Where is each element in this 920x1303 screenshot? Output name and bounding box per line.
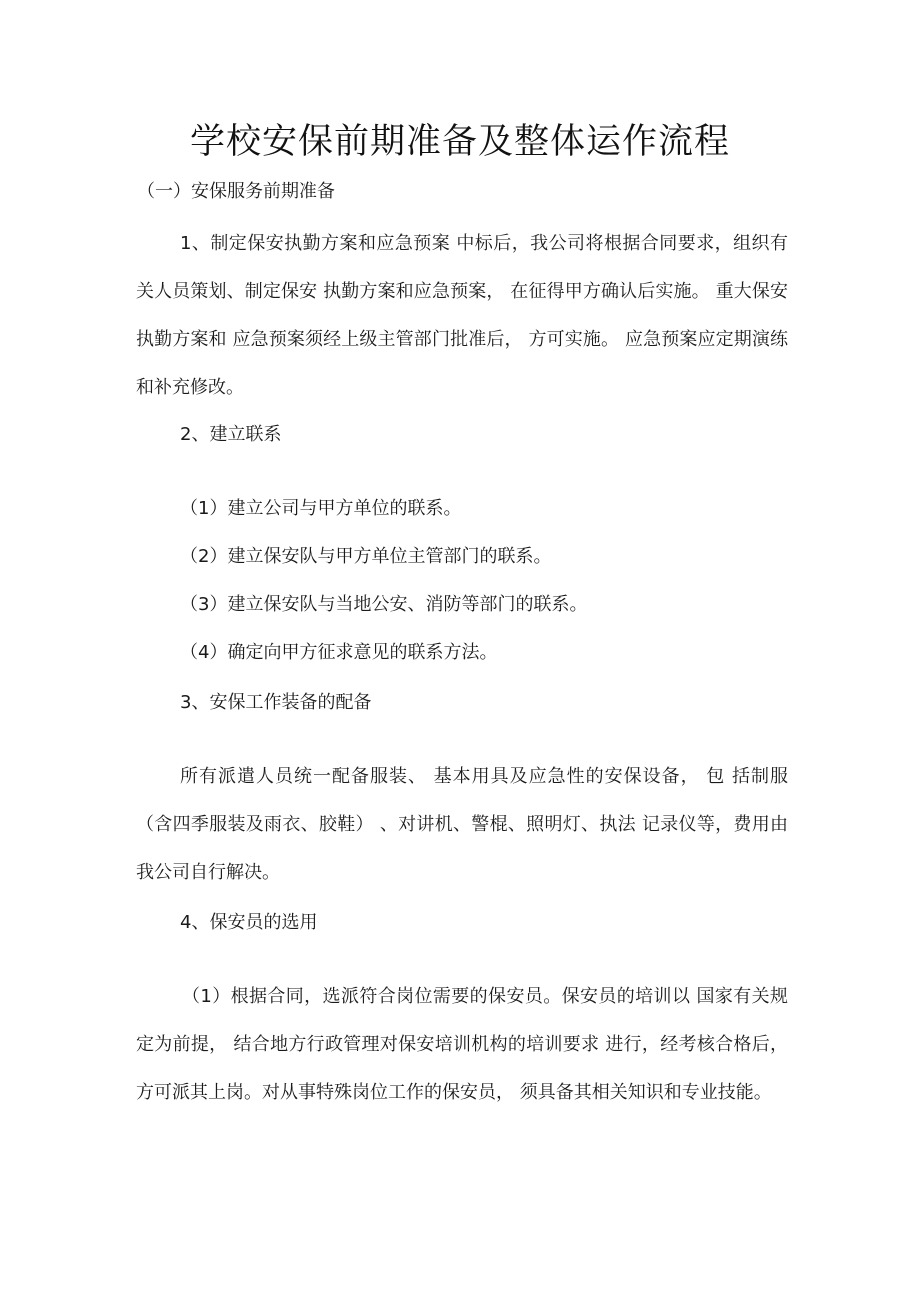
item2-subitem-2: （2）建立保安队与甲方单位主管部门的联系。 [180,546,552,567]
document-title: 学校安保前期准备及整体运作流程 [189,122,730,162]
item2-heading: 2、建立联系 [180,424,282,445]
item1-paragraph: 1、制定保安执勤方案和应急预案 中标后，我公司将根据合同要求，组织有关人员策划、制定保安 执勤方案和应急预案， 在征得甲方确认后实施。 重大保安执勤方案和 应急预案须经上级主管部门批准后， 方可实施。 应急预案应定期演练 和补充修改。 [136,233,788,398]
item2-subitem-4: （4）确定向甲方征求意见的联系方法。 [180,642,498,663]
item4-heading: 4、保安员的选用 [180,912,318,933]
item2-subitem-3: （3）建立保安队与当地公安、消防等部门的联系。 [180,594,588,615]
item3-heading: 3、安保工作装备的配备 [180,692,372,713]
item4-paragraph: （1）根据合同，选派符合岗位需要的保安员。保安员的培训以 国家有关规定为前提， 结合地方行政管理对保安培训机构的培训要求 进行，经考核合格后，方可派其上岗。对从事特殊岗位工作的保安员， 须具备其相关知识和专业技能。 [136,986,788,1103]
section-heading: （一）安保服务前期准备 [137,181,335,202]
item3-paragraph: 所有派遣人员统一配备服装、 基本用具及应急性的安保设备， 包 括制服（含四季服装及雨衣、胶鞋） 、对讲机、警棍、照明灯、执法 记录仪等，费用由我公司自行解决。 [136,766,788,883]
item2-subitem-1: （1）建立公司与甲方单位的联系。 [180,498,462,519]
